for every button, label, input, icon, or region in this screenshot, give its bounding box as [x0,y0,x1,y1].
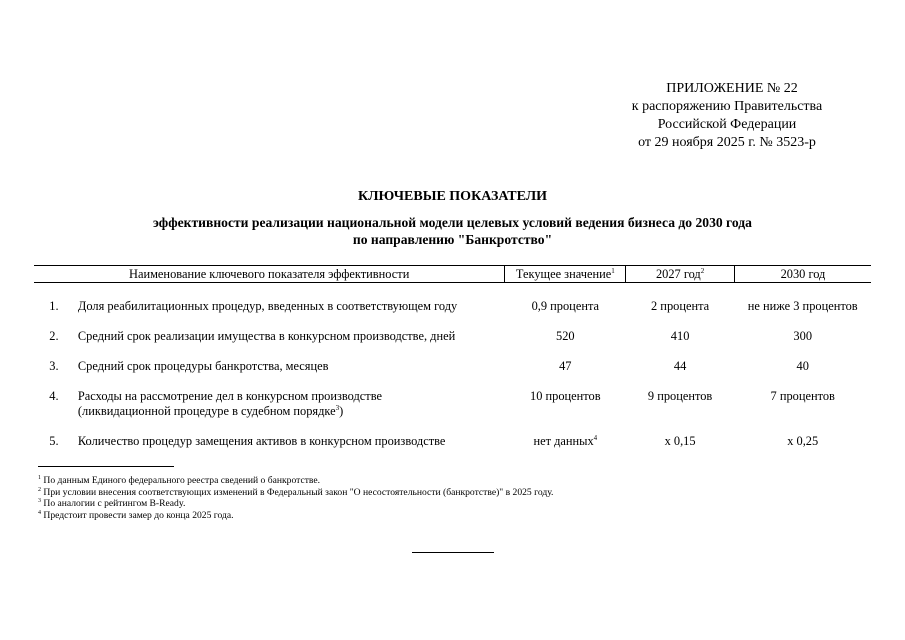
value-2027: х 0,15 [664,434,696,448]
value-2030: 40 [796,359,809,373]
footnote: $^1$ По данным Единого федерального реестра сведений о банкротстве. [38,474,321,486]
indicator-name [74,389,505,434]
document-subtitle-line2: по направлению "Банкротство" [352,232,553,247]
end-of-document-rule [412,552,494,553]
current-value: 10 процентов [530,389,601,403]
document-subtitle-line1: эффективности реализации национальной модели целевых условий ведения бизнеса до 2030 года [153,215,752,230]
footnote: $^2$ При условии внесения соответствующих изменений в Федеральный закон "О несостоятельности (банкротстве)" в 2025 году. [38,486,554,498]
current-value: нет данных$^4$ [533,433,598,448]
current-value: 47 [559,359,572,373]
annex-reference: к распоряжению Правительства [631,99,823,114]
row-number: 4. [49,389,59,403]
annex-date: от 29 ноября 2025 г. № 3523-р [638,135,816,150]
current-value: 0,9 процента [531,299,600,313]
current-value: 520 [556,329,575,343]
row-number: 2. [49,329,59,343]
indicator-name: Средний срок процедуры банкротства, месяцев [77,359,329,373]
footnote-ref-4: 4 [593,433,598,442]
annex-number: ПРИЛОЖЕНИЕ № 22 [666,81,798,96]
value-2030: х 0,25 [787,434,819,448]
row-number: 5. [49,434,59,448]
value-2030: 300 [793,329,813,343]
table-row [34,299,871,329]
value-2027: 9 процентов [647,389,713,403]
row-number: 3. [49,359,59,373]
value-2027: 2 процента [651,299,710,313]
indicator-name-line2: (ликвидационной процедуре в судебном порядке$^3$) [77,403,344,418]
footnote: $^3$ По аналогии с рейтингом B-Ready. [38,497,186,509]
footnote-separator [38,466,174,467]
footnote-ref-2: 2 [700,266,705,275]
row-number: 1. [49,299,59,313]
header-indicator-name: Наименование ключевого показателя эффективности [34,266,505,283]
footnote-ref-3: 3 [335,403,340,412]
indicator-name: Количество процедур замещения активов в конкурсном производстве [77,434,446,448]
indicator-name: Средний срок реализации имущества в конкурсном производстве, дней [77,329,456,343]
table-row [34,389,871,434]
indicator-name-line1: Расходы на рассмотрение дел в конкурсном производстве [77,389,382,403]
value-2030: 7 процентов [770,389,835,403]
table-row [34,359,871,389]
indicator-name: Доля реабилитационных процедур, введенных в соответствующем году [77,299,458,313]
footnote: $^4$ Предстоит провести замер до конца 2025 года. [38,509,234,521]
value-2027: 44 [673,359,687,373]
table-row [34,329,871,359]
document-title-block [0,188,905,248]
annex-block [597,80,857,152]
header-current-value: Текущее значение$^1$ [505,266,626,283]
footnotes [38,475,838,521]
table-row [34,434,871,464]
annex-government: Российской Федерации [657,117,797,132]
kpi-table [34,265,871,464]
value-2027: 410 [670,329,690,343]
table-header-row [34,266,871,283]
header-2027: 2027 год$^2$ [626,266,735,283]
document-title: КЛЮЧЕВЫЕ ПОКАЗАТЕЛИ [357,189,548,204]
footnote-ref-1: 1 [611,266,615,275]
value-2030: не ниже 3 процентов [747,299,858,313]
header-2030: 2030 год [734,266,871,283]
